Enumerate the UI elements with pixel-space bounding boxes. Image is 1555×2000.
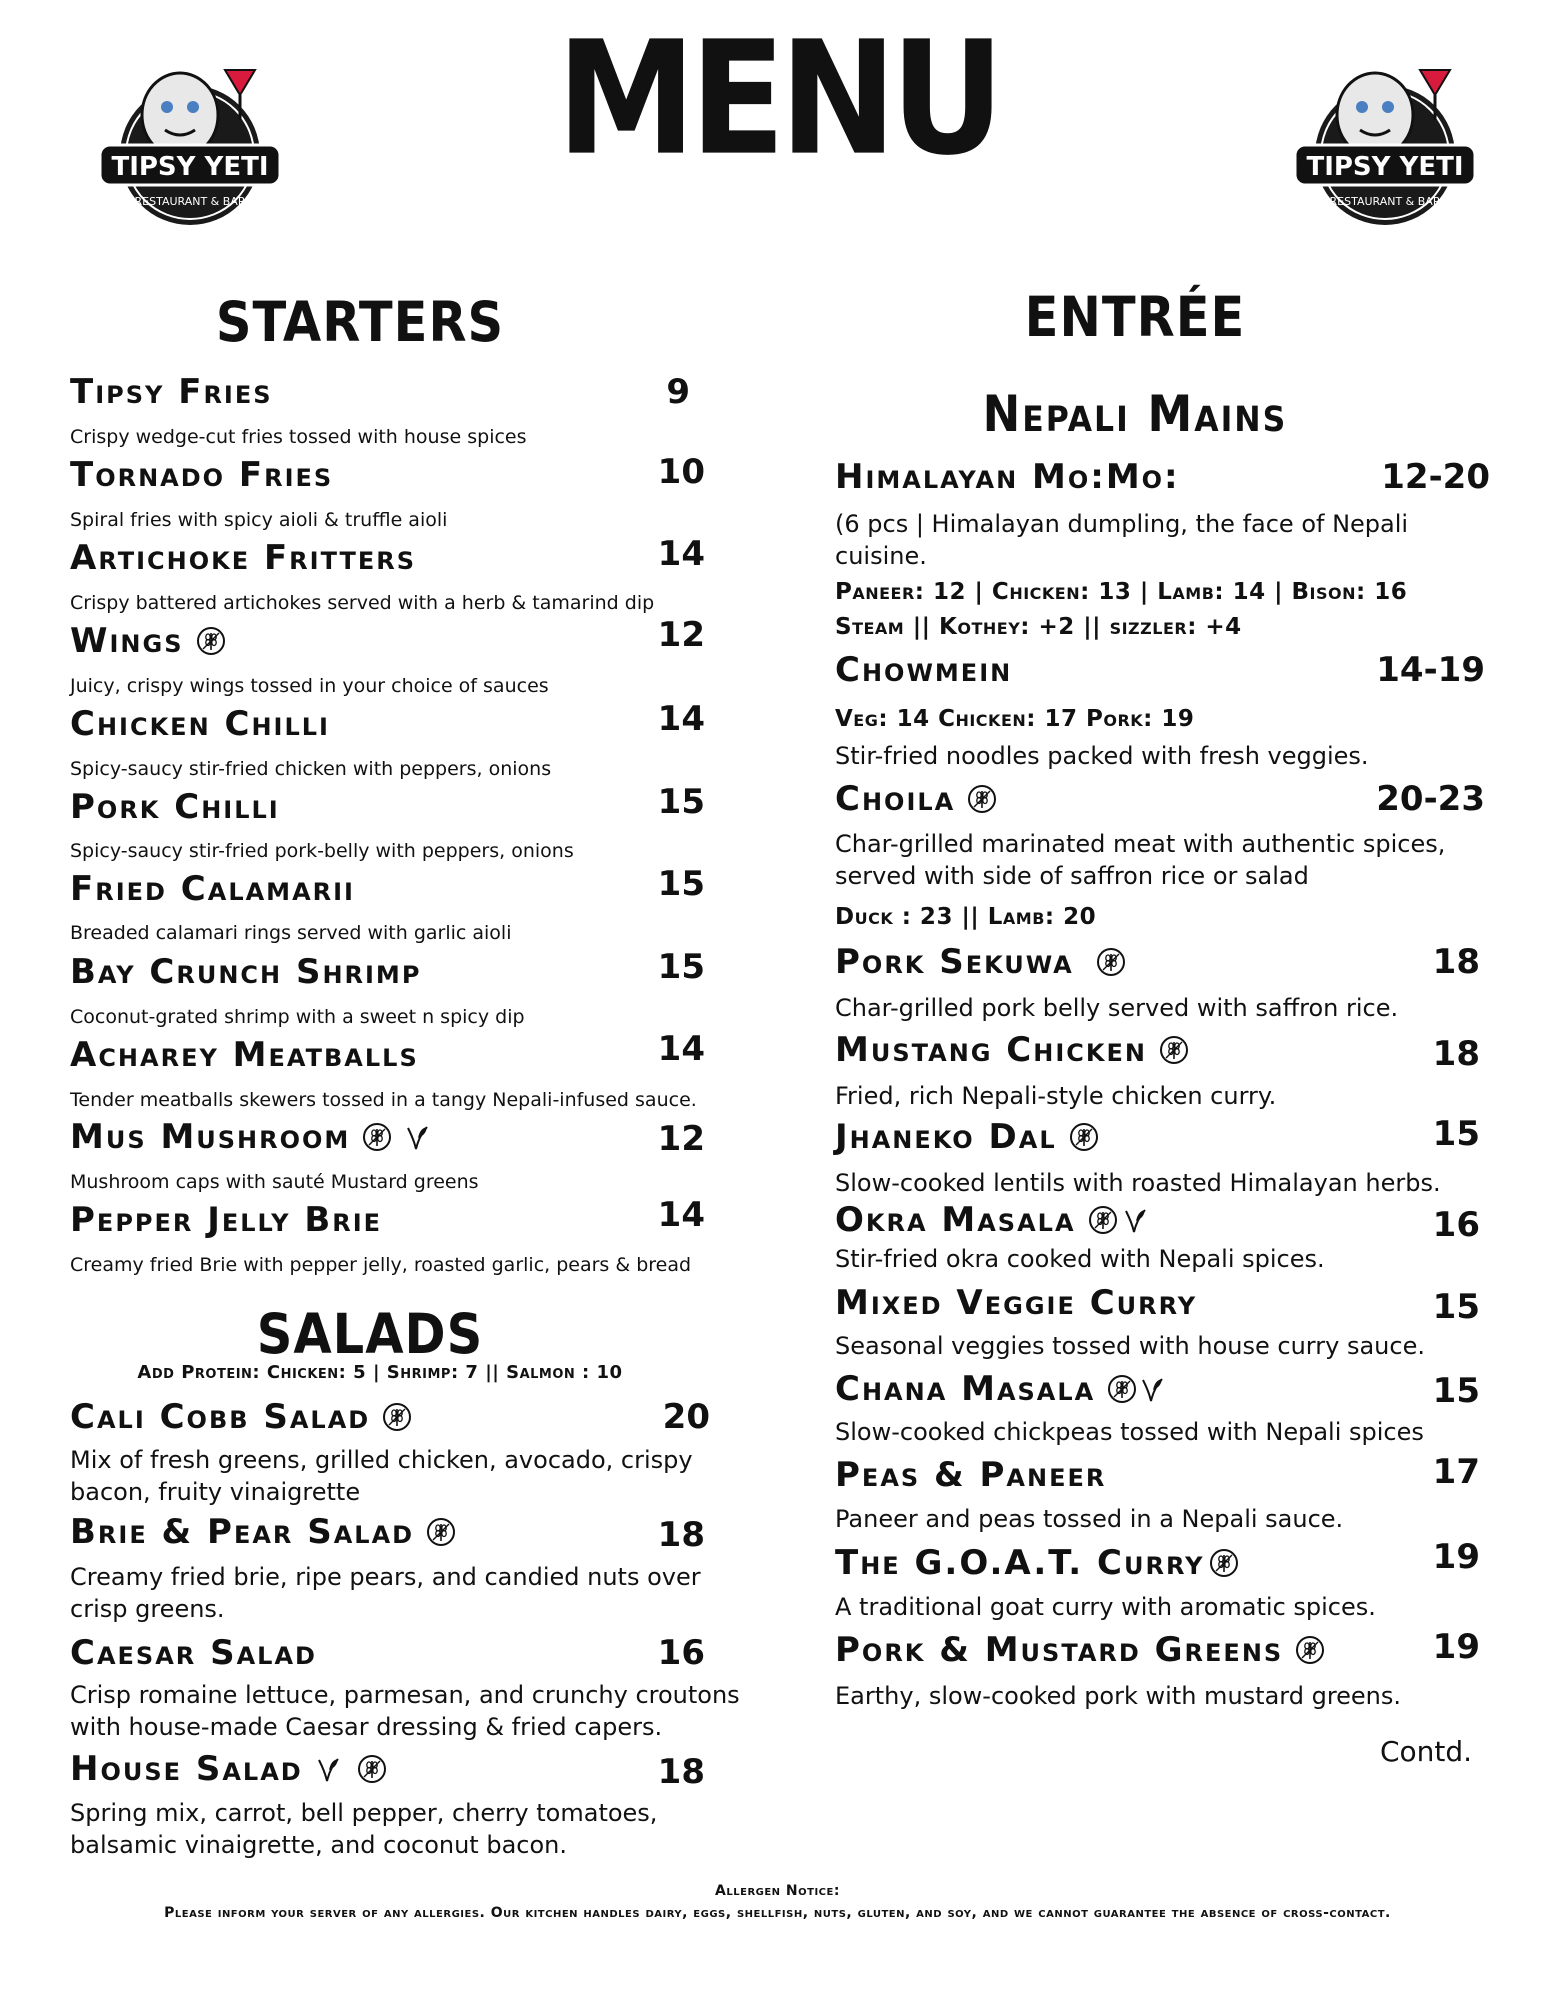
starter-name: Acharey Meatballs [70,1035,419,1075]
svg-text:RESTAURANT & BAR: RESTAURANT & BAR [1329,195,1441,208]
add-protein-note: Add Protein: Chicken: 5 | Shrimp: 7 || Salmon : 10 [137,1362,623,1383]
starter-price: 14 [657,1195,705,1235]
starter-price: 12 [657,1119,705,1159]
entree-item-pork-mustard-greens [835,1630,1325,1670]
gluten-free-icon [362,1122,392,1152]
entree-item-okra-masala [835,1200,1152,1240]
gluten-free-icon [1107,1374,1137,1404]
entree-variants: Paneer: 12 | Chicken: 13 | Lamb: 14 | Bison: 16 [835,579,1408,605]
salad-desc: Crisp romaine lettuce, parmesan, and crunchy croutons with house-made Caesar dressing & fried capers. [70,1681,740,1742]
vegan-leaf-icon [1139,1374,1169,1404]
entree-variants: Duck : 23 || Lamb: 20 [835,904,1097,930]
starter-price: 14 [657,1029,705,1069]
entree-price: 15 [1432,1371,1480,1411]
starter-name: Fried Calamarii [70,869,355,909]
starter-price: 15 [657,782,705,822]
entree-desc: Stir-fried noodles packed with fresh veggies. [835,742,1369,770]
salad-name: Brie & Pear Salad [70,1512,415,1552]
entree-name: The G.O.A.T. Curry [835,1543,1205,1583]
entree-desc: Fried, rich Nepali-style chicken curry. [835,1082,1277,1110]
entree-desc: Stir-fried okra cooked with Nepali spices. [835,1245,1325,1273]
starter-desc: Tender meatballs skewers tossed in a tangy Nepali-infused sauce. [70,1089,697,1111]
entree-desc: Char-grilled pork belly served with saffron rice. [835,994,1399,1022]
starter-desc: Juicy, crispy wings tossed in your choice of sauces [70,675,549,697]
entree-desc: Slow-cooked lentils with roasted Himalayan herbs. [835,1169,1441,1197]
entree-item-chana-masala [835,1369,1169,1409]
entree-name: Pork & Mustard Greens [835,1630,1284,1670]
entree-item-jhaneko-dal [835,1117,1099,1157]
gluten-free-icon [1295,1635,1325,1665]
gluten-free-icon [196,626,226,656]
entree-desc: Char-grilled marinated meat with authentic spices, served with side of saffron rice or salad [835,830,1446,891]
entree-item-goat-curry [835,1543,1239,1583]
gluten-free-icon [967,784,997,814]
starter-name: Pepper Jelly Brie [70,1200,383,1240]
starter-name: Tornado Fries [70,455,334,495]
salad-item-house [70,1749,387,1789]
entree-desc: (6 pcs | Himalayan dumpling, the face of Nepali cuisine. [835,510,1409,571]
salad-price: 18 [657,1515,705,1555]
gluten-free-icon [1088,1205,1118,1235]
entree-item-pork-sekuwa [835,942,1126,982]
starter-desc: Spiral fries with spicy aioli & truffle aioli [70,509,448,531]
vegan-leaf-icon [1122,1205,1152,1235]
entree-name: Pork Sekuwa [835,942,1074,982]
salad-price: 20 [662,1397,710,1437]
entree-desc: A traditional goat curry with aromatic spices. [835,1593,1376,1621]
salad-name: House Salad [70,1749,303,1789]
salad-item-brie-pear [70,1512,456,1552]
salads-heading: SALADS [256,1302,484,1366]
entree-name: Chana Masala [835,1369,1096,1409]
salad-price: 16 [657,1633,705,1673]
gluten-free-icon [382,1402,412,1432]
starter-price: 15 [657,864,705,904]
entree-name: Jhaneko Dal [835,1117,1057,1157]
allergen-notice-title: Allergen Notice: [715,1883,840,1899]
entree-price: 16 [1432,1205,1480,1245]
entree-desc: Earthy, slow-cooked pork with mustard greens. [835,1682,1402,1710]
starter-price: 12 [657,615,705,655]
entree-item-choila [835,779,997,819]
starter-name: Chicken Chilli [70,704,330,744]
entree-price: 14-19 [1376,650,1485,690]
starter-desc: Coconut-grated shrimp with a sweet n spicy dip [70,1006,525,1028]
nepali-mains-heading: Nepali Mains [982,385,1288,443]
entree-price: 15 [1432,1114,1480,1154]
salad-desc: Spring mix, carrot, bell pepper, cherry tomatoes, balsamic vinaigrette, and coconut bacon. [70,1799,658,1860]
svg-text:TIPSY YETI: TIPSY YETI [1306,152,1464,182]
starter-desc: Crispy battered artichokes served with a herb & tamarind dip [70,592,655,614]
allergen-notice-text: Please inform your server of any allergies. Our kitchen handles dairy, eggs, shellfish, nuts, gluten, and soy, and we cannot guarantee the absence of cross-contact. [164,1905,1391,1921]
entree-price: 15 [1432,1287,1480,1327]
gluten-free-icon [426,1517,456,1547]
starter-desc: Creamy fried Brie with pepper jelly, roasted garlic, pears & bread [70,1254,692,1276]
entree-desc: Seasonal veggies tossed with house curry sauce. [835,1332,1425,1360]
entree-name: Okra Masala [835,1200,1076,1240]
starter-desc: Spicy-saucy stir-fried chicken with peppers, onions [70,758,552,780]
salad-item-cali-cobb [70,1397,412,1437]
salad-desc: Creamy fried brie, ripe pears, and candied nuts over crisp greens. [70,1563,701,1624]
starter-item-wings [70,621,226,661]
starter-price: 14 [657,534,705,574]
entree-name: Himalayan Mo:Mo: [835,457,1180,497]
entree-variants: Veg: 14 Chicken: 17 Pork: 19 [835,706,1195,732]
page-title: MENU [556,8,999,191]
salad-price: 18 [657,1752,705,1792]
vegan-leaf-icon [404,1122,434,1152]
entree-price: 19 [1432,1627,1480,1667]
entree-desc: Paneer and peas tossed in a Nepali sauce. [835,1505,1344,1533]
starter-name: Wings [70,621,184,661]
starter-price: 14 [657,699,705,739]
continued-note: Contd. [1380,1735,1473,1768]
entree-name: Mustang Chicken [835,1030,1147,1070]
entree-price: 19 [1432,1537,1480,1577]
starter-price: 10 [657,452,705,492]
starter-name: Artichoke Fritters [70,538,417,578]
salad-desc: Mix of fresh greens, grilled chicken, avocado, crispy bacon, fruity vinaigrette [70,1446,693,1507]
tipsy-yeti-logo-right [1290,45,1480,239]
entree-price: 18 [1432,942,1480,982]
starter-price: 15 [657,947,705,987]
gluten-free-icon [357,1754,387,1784]
entree-price: 12-20 [1381,457,1490,497]
starter-name: Mus Mushroom [70,1117,351,1157]
gluten-free-icon [1159,1035,1189,1065]
starter-price: 9 [666,372,690,412]
vegan-leaf-icon [315,1754,345,1784]
entree-heading: ENTRÉE [1024,285,1246,349]
gluten-free-icon [1096,947,1126,977]
entree-name: Peas & Paneer [835,1455,1107,1495]
starters-heading: STARTERS [215,290,505,354]
svg-text:RESTAURANT & BAR: RESTAURANT & BAR [134,195,246,208]
salad-name: Caesar Salad [70,1633,317,1673]
svg-text:TIPSY YETI: TIPSY YETI [111,152,269,182]
entree-desc: Slow-cooked chickpeas tossed with Nepali spices [835,1418,1424,1446]
salad-name: Cali Cobb Salad [70,1397,371,1437]
gluten-free-icon [1069,1122,1099,1152]
starter-desc: Breaded calamari rings served with garlic aioli [70,922,512,944]
entree-name: Choila [835,779,956,819]
starter-name: Tipsy Fries [70,372,273,412]
entree-price: 17 [1432,1452,1480,1492]
entree-price: 18 [1432,1034,1480,1074]
entree-variants: Steam || Kothey: +2 || sizzler: +4 [835,614,1242,640]
starter-name: Bay Crunch Shrimp [70,952,422,992]
entree-item-mustang-chicken [835,1030,1189,1070]
gluten-free-icon [1209,1548,1239,1578]
entree-name: Mixed Veggie Curry [835,1283,1198,1323]
entree-name: Chowmein [835,650,1013,690]
starter-desc: Crispy wedge-cut fries tossed with house spices [70,426,527,448]
starter-name: Pork Chilli [70,787,280,827]
starter-desc: Mushroom caps with sauté Mustard greens [70,1171,479,1193]
entree-price: 20-23 [1376,779,1485,819]
starter-item-mus-mushroom [70,1117,434,1157]
starter-desc: Spicy-saucy stir-fried pork-belly with peppers, onions [70,840,574,862]
